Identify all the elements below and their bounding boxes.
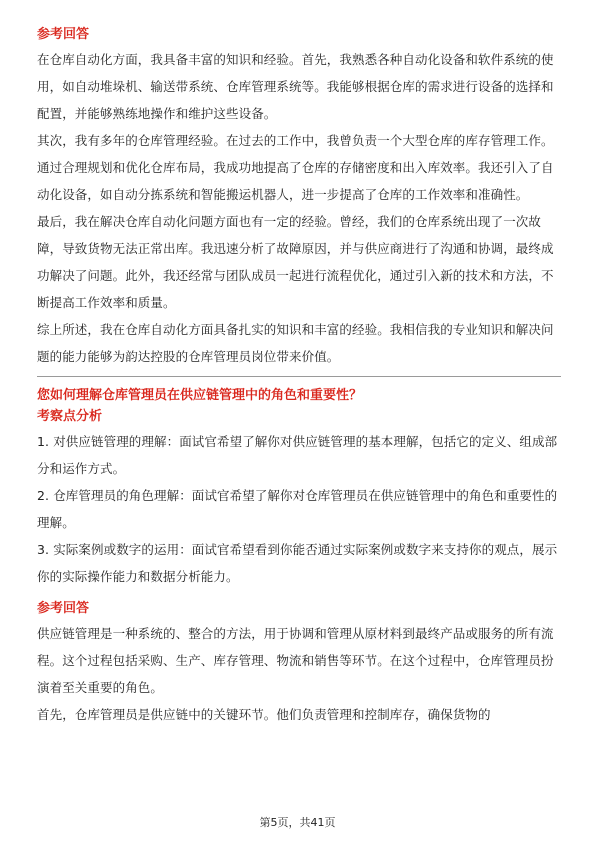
answer2-paragraph-2: 首先，仓库管理员是供应链中的关键环节。他们负责管理和控制库存，确保货物的 bbox=[37, 707, 491, 722]
answer-paragraph-1: 在仓库自动化方面，我具备丰富的知识和经验。首先，我熟悉各种自动化设备和软件系统的使用，如自动堆垛机、输送带系统、仓库管理系统等。我能够根据仓库的需求进行设备的选择和配置，并能够熟练地操作和维护这些设备。 bbox=[37, 52, 554, 121]
analysis-heading: 考察点分析 bbox=[37, 409, 103, 424]
analysis-item-3: 3. 实际案例或数字的运用：面试官希望看到你能否通过实际案例或数字来支持你的观点，展示你的实际操作能力和数据分析能力。 bbox=[37, 542, 558, 584]
section-divider bbox=[37, 376, 561, 377]
answer-paragraph-4: 综上所述，我在仓库自动化方面具备扎实的知识和丰富的经验。我相信我的专业知识和解决问题的能力能够为韵达控股的仓库管理员岗位带来价值。 bbox=[37, 322, 554, 364]
answer-paragraph-3: 最后，我在解决仓库自动化问题方面也有一定的经验。曾经，我们的仓库系统出现了一次故障，导致货物无法正常出库。我迅速分析了故障原因，并与供应商进行了沟通和协调，最终成功解决了问题。此外，我还经常与团队成员一起进行流程优化，通过引入新的技术和方法，不断提高工作效率和质量。 bbox=[37, 214, 554, 310]
page-number: 第5页，共41页 bbox=[259, 816, 336, 829]
answer-paragraph-2: 其次，我有多年的仓库管理经验。在过去的工作中，我曾负责一个大型仓库的库存管理工作。通过合理规划和优化仓库布局，我成功地提高了仓库的存储密度和出入库效率。我还引入了自动化设备，如自动分拣系统和智能搬运机器人，进一步提高了仓库的工作效率和准确性。 bbox=[37, 133, 554, 202]
analysis-item-1: 1. 对供应链管理的理解：面试官希望了解你对供应链管理的基本理解，包括它的定义、组成部分和运作方式。 bbox=[37, 434, 558, 476]
answer2-paragraph-1: 供应链管理是一种系统的、整合的方法，用于协调和管理从原材料到最终产品或服务的所有流程。这个过程包括采购、生产、库存管理、物流和销售等环节。在这个过程中，仓库管理员扮演着至关重要的角色。 bbox=[37, 626, 554, 695]
section-heading-answer: 参考回答 bbox=[37, 27, 90, 42]
question-title: 您如何理解仓库管理员在供应链管理中的角色和重要性？ bbox=[37, 388, 363, 403]
document-page bbox=[37, 22, 561, 728]
answer-heading: 参考回答 bbox=[37, 601, 90, 616]
analysis-item-2: 2. 仓库管理员的角色理解：面试官希望了解你对仓库管理员在供应链管理中的角色和重要性的理解。 bbox=[37, 488, 558, 530]
